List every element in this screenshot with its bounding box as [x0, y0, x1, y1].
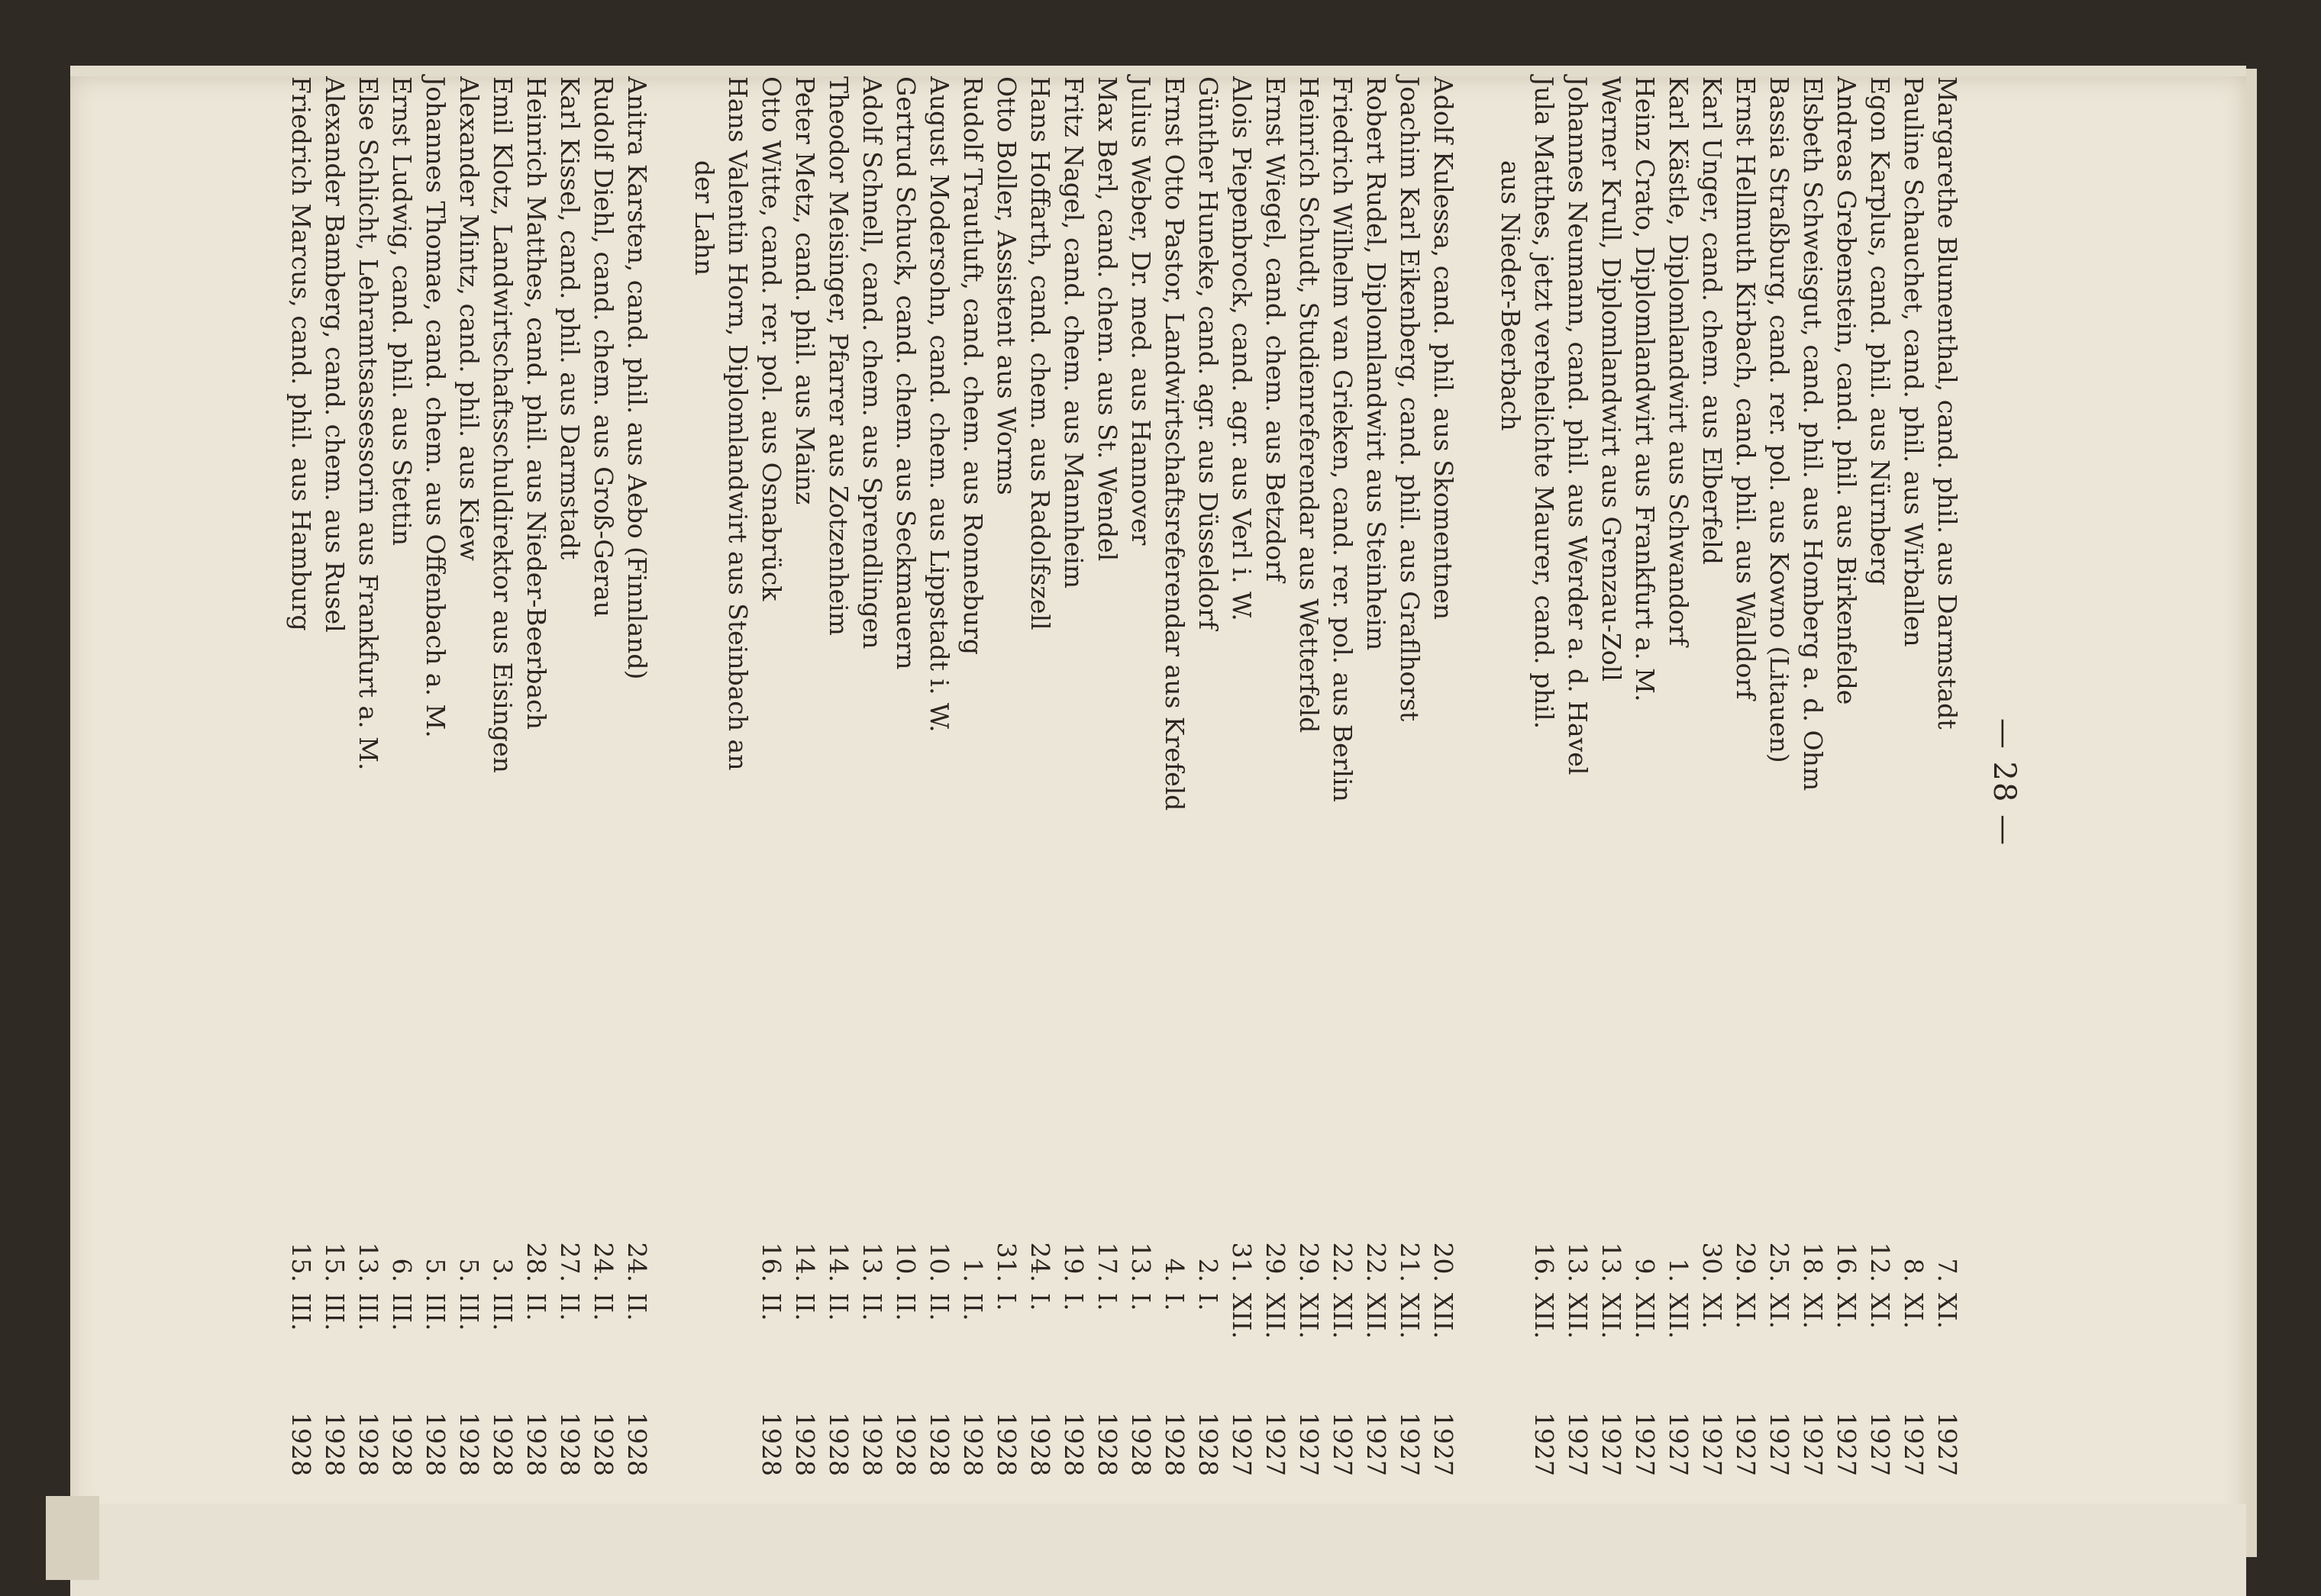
register-entry	[1393, 76, 1426, 1488]
entry-name: Ernst Wiegel, cand. chem. aus Betzdorf	[1261, 76, 1290, 582]
entry-name: Alexander Bamberg, cand. chem. aus Rusel	[320, 76, 350, 633]
entry-date	[1628, 1236, 1661, 1488]
entry-year: 1928	[958, 1412, 988, 1476]
entry-name: Fritz Nagel, cand. chem. aus Mannheim	[1059, 76, 1089, 589]
entry-name: Ernst Hellmuth Kirbach, cand. phil. aus Walldorf	[1731, 76, 1761, 700]
entry-day: 5.	[421, 1258, 450, 1282]
register-list	[284, 76, 1964, 1488]
entry-date	[855, 1236, 889, 1488]
entry-day: 10.	[891, 1242, 921, 1282]
register-entry	[452, 76, 486, 1488]
entry-month: XII.	[1630, 1293, 1660, 1340]
entry-year: 1927	[1294, 1412, 1324, 1476]
entry-day: 1.	[958, 1258, 988, 1282]
entry-date	[351, 1236, 385, 1488]
entry-day: 9.	[1630, 1258, 1660, 1282]
entry-date	[318, 1236, 351, 1488]
page-number: — 28 —	[1987, 717, 2022, 847]
register-entry	[721, 76, 754, 1488]
entry-name: Adolf Schnell, cand. chem. aus Sprendlingen	[857, 76, 887, 650]
register-entry	[486, 76, 519, 1488]
entry-date	[1124, 1236, 1157, 1488]
entry-month: II.	[521, 1293, 551, 1321]
entry-date	[553, 1236, 586, 1488]
entry-date	[754, 1236, 788, 1488]
entry-day: 1.	[1664, 1258, 1693, 1282]
entry-day: 14.	[790, 1242, 820, 1282]
entry-year: 1927	[1865, 1412, 1895, 1476]
entry-name: Heinrich Matthes, cand. phil. aus Nieder-Beerbach	[521, 76, 551, 730]
entry-day: 31.	[992, 1242, 1022, 1282]
entry-year: 1927	[1529, 1412, 1559, 1476]
register-entry	[788, 76, 822, 1488]
entry-date	[1225, 1236, 1258, 1488]
register-entry	[1527, 76, 1561, 1488]
entry-month: XII.	[1261, 1293, 1290, 1340]
entry-month: II.	[589, 1293, 618, 1321]
entry-name: Bassia Straßburg, cand. rer. pol. aus Kowno (Litauen)	[1764, 76, 1794, 763]
entry-date	[1829, 1236, 1863, 1488]
entry-month: I.	[1193, 1293, 1223, 1311]
entry-month: II.	[925, 1293, 954, 1321]
register-entry	[1258, 76, 1292, 1488]
entry-name: Robert Rudel, Diplomlandwirt aus Steinheim	[1361, 76, 1391, 651]
entry-name: Anitra Karsten, cand. phil. aus Aebo (Finnland)	[622, 76, 652, 680]
binding-tab	[46, 1496, 99, 1580]
entry-month: XII.	[1227, 1293, 1257, 1340]
entry-date	[1762, 1236, 1796, 1488]
entry-date	[1023, 1236, 1057, 1488]
entry-year: 1928	[521, 1412, 551, 1476]
entry-date	[418, 1236, 452, 1488]
entry-name: Gertrud Schuck, cand. chem. aus Seckmauern	[891, 76, 921, 670]
entry-year: 1928	[589, 1412, 618, 1476]
entry-date	[385, 1236, 418, 1488]
entry-day: 8.	[1899, 1258, 1929, 1282]
entry-date	[284, 1236, 318, 1488]
entry-name: Johannes Thomae, cand. chem. aus Offenbach a. M.	[421, 76, 450, 738]
group-gap	[1460, 76, 1493, 1488]
register-entry	[1124, 76, 1157, 1488]
entry-year: 1928	[421, 1412, 450, 1476]
entry-date	[1157, 1236, 1191, 1488]
entry-day: 12.	[1865, 1242, 1895, 1282]
entry-day: 28.	[521, 1242, 551, 1282]
entry-year: 1928	[1193, 1412, 1223, 1476]
entry-date	[620, 1236, 654, 1488]
entry-month: XII.	[1596, 1293, 1626, 1340]
entry-year: 1927	[1227, 1412, 1257, 1476]
entry-day: 15.	[320, 1242, 350, 1282]
entry-month: II.	[891, 1293, 921, 1321]
entry-date	[1090, 1236, 1124, 1488]
entry-month: III.	[286, 1293, 316, 1331]
register-entry	[956, 76, 989, 1488]
entry-year: 1928	[857, 1412, 887, 1476]
entry-date	[1796, 1236, 1829, 1488]
entry-month: III.	[353, 1293, 383, 1331]
register-entry	[1863, 76, 1897, 1488]
register-entry	[1628, 76, 1661, 1488]
register-entry	[754, 76, 788, 1488]
entry-day: 13.	[857, 1242, 887, 1282]
register-entry	[1561, 76, 1594, 1488]
entry-month: XII.	[1294, 1293, 1324, 1340]
entry-day: 27.	[555, 1242, 585, 1282]
entry-month: XII.	[1664, 1293, 1693, 1340]
entry-day: 30.	[1697, 1242, 1727, 1282]
entry-month: XII.	[1563, 1293, 1593, 1340]
entry-day: 29.	[1731, 1242, 1761, 1282]
entry-name: Else Schlicht, Lehramtsassessorin aus Frankfurt a. M.	[353, 76, 383, 771]
entry-year: 1927	[1832, 1412, 1861, 1476]
entry-month: III.	[320, 1293, 350, 1331]
register-entry	[1829, 76, 1863, 1488]
entry-day: 13.	[353, 1242, 383, 1282]
entry-name: Otto Boller, Assistent aus Worms	[992, 76, 1022, 495]
entry-year: 1928	[387, 1412, 417, 1476]
entry-name: Jula Matthes, jetzt verehelichte Maurer, cand. phil.	[1529, 76, 1559, 730]
entry-year: 1928	[757, 1412, 786, 1476]
register-entry	[620, 76, 654, 1488]
entry-year: 1927	[1798, 1412, 1828, 1476]
register-entry	[1225, 76, 1258, 1488]
entry-day: 25.	[1764, 1242, 1794, 1282]
entry-year: 1927	[1428, 1412, 1458, 1476]
entry-year: 1927	[1899, 1412, 1929, 1476]
entry-year: 1928	[891, 1412, 921, 1476]
entry-name: Werner Krull, Diplomlandwirt aus Grenzau-Zoll	[1596, 76, 1626, 682]
entry-year: 1927	[1630, 1412, 1660, 1476]
entry-month: III.	[454, 1293, 484, 1331]
entry-year: 1928	[1025, 1412, 1055, 1476]
rotated-page-content	[0, 76, 2025, 1488]
entry-year: 1927	[1932, 1412, 1962, 1476]
entry-date	[956, 1236, 989, 1488]
register-entry	[1325, 76, 1359, 1488]
register-entry	[1796, 76, 1829, 1488]
entry-date	[1527, 1236, 1561, 1488]
entry-month: I.	[1093, 1293, 1122, 1311]
entry-date	[1561, 1236, 1594, 1488]
entry-date	[586, 1236, 620, 1488]
entry-date	[1695, 1236, 1729, 1488]
register-entry	[1191, 76, 1225, 1488]
entry-name: Otto Witte, cand. rer. pol. aus Osnabrück	[757, 76, 786, 601]
entry-year: 1927	[1731, 1412, 1761, 1476]
register-entry	[318, 76, 351, 1488]
entry-date	[922, 1236, 956, 1488]
entry-year: 1928	[454, 1412, 484, 1476]
entry-year: 1928	[1126, 1412, 1156, 1476]
register-entry	[586, 76, 620, 1488]
entry-date	[989, 1236, 1023, 1488]
entry-month: XII.	[1361, 1293, 1391, 1340]
entry-name-continuation: der Lahn	[689, 160, 719, 276]
entry-year: 1928	[1160, 1412, 1190, 1476]
register-entry	[822, 76, 855, 1488]
register-entry-continuation	[1493, 76, 1527, 1488]
entry-date	[1426, 1236, 1460, 1488]
entry-day: 2.	[1193, 1258, 1223, 1282]
entry-month: II.	[555, 1293, 585, 1321]
entry-month: II.	[790, 1293, 820, 1321]
entry-day: 22.	[1328, 1242, 1357, 1282]
register-entry	[519, 76, 553, 1488]
entry-month: XI.	[1932, 1293, 1962, 1330]
entry-day: 13.	[1126, 1242, 1156, 1282]
entry-month: XII.	[1328, 1293, 1357, 1340]
entry-date	[1359, 1236, 1393, 1488]
entry-day: 21.	[1395, 1242, 1425, 1282]
entry-month: XI.	[1899, 1293, 1929, 1330]
entry-name: August Modersohn, cand. chem. aus Lippstadt i. W.	[925, 76, 954, 733]
entry-day: 24.	[589, 1242, 618, 1282]
register-entry	[1897, 76, 1930, 1488]
register-entry	[989, 76, 1023, 1488]
entry-day: 24.	[1025, 1242, 1055, 1282]
entry-name: Johannes Neumann, cand. phil. aus Werder a. d. Havel	[1563, 76, 1593, 775]
register-entry	[351, 76, 385, 1488]
page-edge-top	[70, 66, 2246, 76]
entry-date	[486, 1236, 519, 1488]
entry-date	[1594, 1236, 1628, 1488]
entry-year: 1928	[320, 1412, 350, 1476]
register-entry-continuation	[687, 76, 721, 1488]
entry-name: Alois Piepenbrock, cand. agr. aus Verl i. W.	[1227, 76, 1257, 621]
entry-day: 20.	[1428, 1242, 1458, 1282]
register-entry	[1157, 76, 1191, 1488]
entry-day: 10.	[925, 1242, 954, 1282]
entry-month: I.	[1126, 1293, 1156, 1311]
entry-year: 1928	[992, 1412, 1022, 1476]
entry-date	[452, 1236, 486, 1488]
entry-year: 1927	[1361, 1412, 1391, 1476]
entry-month: XI.	[1731, 1293, 1761, 1330]
entry-name: Heinz Crato, Diplomlandwirt aus Frankfurt a. M.	[1630, 76, 1660, 702]
register-entry	[418, 76, 452, 1488]
entry-name: Ernst Ludwig, cand. phil. aus Stettin	[387, 76, 417, 547]
entry-name: Egon Karplus, cand. phil. aus Nürnberg	[1865, 76, 1895, 585]
entry-date	[1191, 1236, 1225, 1488]
entry-month: II.	[824, 1293, 854, 1321]
entry-date	[1729, 1236, 1762, 1488]
entry-day: 13.	[1563, 1242, 1593, 1282]
entry-date	[1325, 1236, 1359, 1488]
register-entry	[1930, 76, 1964, 1488]
entry-month: II.	[757, 1293, 786, 1321]
entry-date	[1897, 1236, 1930, 1488]
entry-year: 1928	[555, 1412, 585, 1476]
register-entry	[1661, 76, 1695, 1488]
entry-date	[822, 1236, 855, 1488]
entry-name: Adolf Kulessa, cand. phil. aus Skomentnen	[1428, 76, 1458, 621]
register-entry	[1023, 76, 1057, 1488]
entry-date	[519, 1236, 553, 1488]
page-edge-bottom	[70, 1504, 2246, 1596]
entry-year: 1928	[353, 1412, 383, 1476]
entry-date	[1863, 1236, 1897, 1488]
entry-year: 1928	[824, 1412, 854, 1476]
entry-year: 1928	[488, 1412, 518, 1476]
entry-year: 1927	[1764, 1412, 1794, 1476]
entry-name: Max Berl, cand. chem. aus St. Wendel	[1093, 76, 1122, 562]
entry-year: 1927	[1328, 1412, 1357, 1476]
entry-name: Joachim Karl Eikenberg, cand. phil. aus Graflhorst	[1395, 76, 1425, 722]
entry-year: 1928	[1059, 1412, 1089, 1476]
entry-day: 24.	[622, 1242, 652, 1282]
entry-year: 1927	[1395, 1412, 1425, 1476]
entry-month: III.	[421, 1293, 450, 1331]
entry-name: Julius Weber, Dr. med. aus Hannover	[1126, 76, 1156, 546]
register-entry	[1729, 76, 1762, 1488]
entry-month: III.	[387, 1293, 417, 1331]
entry-year: 1927	[1596, 1412, 1626, 1476]
register-entry	[1292, 76, 1325, 1488]
entry-day: 14.	[824, 1242, 854, 1282]
entry-day: 17.	[1093, 1242, 1122, 1282]
register-entry	[855, 76, 889, 1488]
entry-day: 29.	[1261, 1242, 1290, 1282]
entry-name: Heinrich Schudt, Studienreferendar aus Wetterfeld	[1294, 76, 1324, 734]
entry-day: 29.	[1294, 1242, 1324, 1282]
entry-day: 13.	[1596, 1242, 1626, 1282]
entry-name: Alexander Mintz, cand. phil. aus Kiew	[454, 76, 484, 561]
entry-date	[1292, 1236, 1325, 1488]
register-entry	[1695, 76, 1729, 1488]
entry-name: Theodor Meisinger, Pfarrer aus Zotzenheim	[824, 76, 854, 636]
entry-day: 22.	[1361, 1242, 1391, 1282]
entry-day: 16.	[1529, 1242, 1559, 1282]
entry-name: Peter Metz, cand. phil. aus Mainz	[790, 76, 820, 505]
entry-year: 1928	[790, 1412, 820, 1476]
entry-month: XII.	[1395, 1293, 1425, 1340]
entry-day: 16.	[757, 1242, 786, 1282]
entry-month: XII.	[1428, 1293, 1458, 1340]
entry-name: Friedrich Wilhelm van Grieken, cand. rer. pol. aus Berlin	[1328, 76, 1357, 802]
register-entry	[553, 76, 586, 1488]
entry-day: 19.	[1059, 1242, 1089, 1282]
entry-day: 7.	[1932, 1258, 1962, 1282]
entry-month: XII.	[1529, 1293, 1559, 1340]
register-entry	[284, 76, 318, 1488]
entry-name: Rudolf Diehl, cand. chem. aus Groß-Gerau	[589, 76, 618, 617]
entry-day: 18.	[1798, 1242, 1828, 1282]
entry-year: 1928	[286, 1412, 316, 1476]
entry-name: Friedrich Marcus, cand. phil. aus Hamburg	[286, 76, 316, 631]
entry-name: Emil Klotz, Landwirtschaftsschuldirektor aus Eisingen	[488, 76, 518, 773]
entry-month: III.	[488, 1293, 518, 1331]
register-entry	[1762, 76, 1796, 1488]
entry-date	[1393, 1236, 1426, 1488]
entry-month: I.	[992, 1293, 1022, 1311]
register-entry	[889, 76, 922, 1488]
entry-name: Rudolf Trautluft, cand. chem. aus Ronneburg	[958, 76, 988, 656]
entry-name: Karl Kissel, cand. phil. aus Darmstadt	[555, 76, 585, 560]
entry-year: 1927	[1261, 1412, 1290, 1476]
entry-date	[1661, 1236, 1695, 1488]
register-entry	[1426, 76, 1460, 1488]
entry-name: Elsbeth Schweisgut, cand. phil. aus Homberg a. d. Ohm	[1798, 76, 1828, 792]
register-entry	[922, 76, 956, 1488]
entry-name: Margarethe Blumenthal, cand. phil. aus Darmstadt	[1932, 76, 1962, 730]
entry-day: 5.	[454, 1258, 484, 1282]
entry-name: Günther Huneke, cand. agr. aus Düsseldorf	[1193, 76, 1223, 630]
entry-month: I.	[1025, 1293, 1055, 1311]
entry-day: 3.	[488, 1258, 518, 1282]
entry-month: XI.	[1697, 1293, 1727, 1330]
entry-day: 4.	[1160, 1258, 1190, 1282]
entry-date	[788, 1236, 822, 1488]
entry-name: Ernst Otto Pastor, Landwirtschaftsreferendar aus Krefeld	[1160, 76, 1190, 811]
entry-year: 1927	[1664, 1412, 1693, 1476]
register-entry	[1057, 76, 1090, 1488]
page-edge-right	[2246, 69, 2257, 1557]
entry-year: 1928	[1093, 1412, 1122, 1476]
entry-month: I.	[1059, 1293, 1089, 1311]
entry-day: 31.	[1227, 1242, 1257, 1282]
entry-month: XI.	[1764, 1293, 1794, 1330]
entry-month: II.	[622, 1293, 652, 1321]
entry-month: XI.	[1865, 1293, 1895, 1330]
register-entry	[1359, 76, 1393, 1488]
entry-month: I.	[1160, 1293, 1190, 1311]
entry-name: Pauline Schauchet, cand. phil. aus Wirballen	[1899, 76, 1929, 647]
entry-month: XI.	[1798, 1293, 1828, 1330]
entry-name: Karl Kästle, Diplomlandwirt aus Schwandorf	[1664, 76, 1693, 646]
entry-date	[889, 1236, 922, 1488]
entry-year: 1927	[1563, 1412, 1593, 1476]
entry-month: II.	[958, 1293, 988, 1321]
entry-year: 1928	[925, 1412, 954, 1476]
register-entry	[385, 76, 418, 1488]
entry-name: Hans Hoffarth, cand. chem. aus Radolfszell	[1025, 76, 1055, 630]
entry-day: 6.	[387, 1258, 417, 1282]
entry-name: Andreas Grebenstein, cand. phil. aus Birkenfelde	[1832, 76, 1861, 705]
entry-name-continuation: aus Nieder-Beerbach	[1496, 160, 1525, 431]
entry-date	[1930, 1236, 1964, 1488]
register-entry	[1090, 76, 1124, 1488]
entry-year: 1927	[1697, 1412, 1727, 1476]
entry-name: Hans Valentin Horn, Diplomlandwirt aus Steinbach an	[723, 76, 753, 771]
entry-month: XI.	[1832, 1293, 1861, 1330]
entry-day: 16.	[1832, 1242, 1861, 1282]
group-gap	[654, 76, 687, 1488]
entry-date	[1258, 1236, 1292, 1488]
register-entry	[1594, 76, 1628, 1488]
entry-day: 15.	[286, 1242, 316, 1282]
entry-date	[1057, 1236, 1090, 1488]
entry-year: 1928	[622, 1412, 652, 1476]
entry-name: Karl Unger, cand. chem. aus Elberfeld	[1697, 76, 1727, 565]
entry-month: II.	[857, 1293, 887, 1321]
